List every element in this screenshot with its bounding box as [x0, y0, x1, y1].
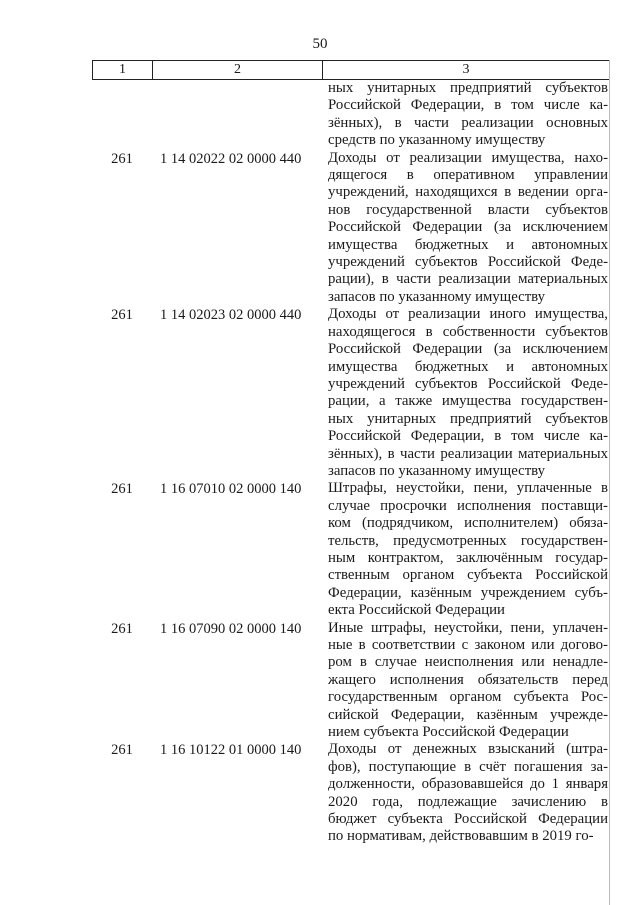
row-margin [0, 741, 92, 845]
description-line: случае просрочки исполнения поставщи- [328, 497, 608, 514]
row-description [328, 150, 608, 307]
description-line: нием субъекта Российской Федерации [328, 724, 569, 741]
row-admin-code: 261 [111, 150, 133, 167]
description-line: Доходы от денежных взысканий (штра- [328, 741, 608, 758]
description-line: государственным органом субъекта Рос- [328, 689, 608, 706]
description-line: Иные штрафы, неустойки, пени, уплачен- [328, 619, 608, 636]
description-line: учреждений, находящихся в ведении орга- [328, 184, 608, 201]
description-line: Доходы от реализации имущества, нахо- [328, 149, 608, 166]
row-admin-code: 261 [111, 307, 133, 324]
description-line: ственным органом субъекта Российской [328, 567, 608, 584]
table-header [92, 60, 610, 80]
row-admin-code: 261 [111, 481, 133, 498]
row-margin [0, 620, 92, 742]
description-line: Штрафы, неустойки, пени, уплаченные в [328, 480, 608, 497]
table-row [0, 150, 640, 307]
row-budget-code: 1 16 07010 02 0000 140 [160, 481, 302, 498]
description-line: имущества бюджетных и автономных [328, 236, 608, 253]
table-row [0, 80, 640, 150]
description-line: учреждений субъектов Российской Феде- [328, 375, 608, 392]
row-description [328, 741, 608, 845]
description-line: средств по указанному имуществу [328, 132, 546, 149]
row-margin [0, 306, 92, 480]
row-description [328, 620, 608, 742]
row-description [328, 480, 608, 619]
description-line: находящегося в собственности субъектов [328, 323, 608, 340]
description-line: Российской Федерации (за исключением [328, 341, 608, 358]
description-line: ром в случае неисполнения или ненадле- [328, 654, 608, 671]
row-budget-code: 1 14 02023 02 0000 440 [160, 307, 302, 324]
description-line: сийской Федерации, казённым учрежде- [328, 706, 608, 723]
description-line: рации), в части реализации материальных [328, 271, 608, 288]
row-budget-code: 1 14 02022 02 0000 440 [160, 150, 302, 167]
row-margin [0, 150, 92, 307]
description-line: екта Российской Федерации [328, 602, 505, 619]
description-line: учреждений субъектов Российской Феде- [328, 254, 608, 271]
description-line: запасов по указанному имуществу [328, 288, 546, 305]
description-line: имущества бюджетных и автономных [328, 358, 608, 375]
header-col-1: 1 [93, 61, 153, 79]
row-budget-code: 1 16 10122 01 0000 140 [160, 742, 302, 759]
row-budget-code [152, 80, 328, 150]
table-row [0, 480, 640, 619]
description-line: жащего исполнения обязательств перед [328, 671, 608, 688]
header-col-3: 3 [462, 62, 470, 77]
description-line: Федерации, казённым учреждением субъ- [328, 584, 608, 601]
description-line: ные в соответствии с законом или догово- [328, 637, 608, 653]
table-row [0, 741, 640, 845]
description-line: ком (подрядчиком, исполнителем) обяза- [328, 515, 608, 532]
description-line: ным контрактом, заключённым государ- [328, 549, 608, 566]
description-line: Доходы от реализации иного имущества, [328, 306, 608, 323]
table-body [0, 80, 640, 846]
description-line: дящегося в оперативном управлении [328, 167, 608, 184]
description-line: по нормативам, действовавшим в 2019 го- [328, 828, 594, 845]
description-line: тельств, предусмотренных государствен- [328, 532, 608, 549]
header-col-2: 2 [153, 61, 323, 79]
description-line: фов), поступающие в счёт погашения за- [328, 758, 608, 775]
description-line: 2020 года, подлежащие зачислению в [328, 793, 608, 810]
row-budget-code: 1 16 07090 02 0000 140 [160, 620, 302, 637]
description-line: зённых), в части реализации основных [328, 114, 608, 131]
description-line: ных унитарных предприятий субъектов [328, 410, 608, 427]
row-admin-code [92, 80, 152, 150]
page-number: 50 [312, 36, 328, 52]
row-description [328, 306, 608, 480]
row-description [328, 80, 608, 150]
row-margin [0, 480, 92, 619]
row-margin [0, 80, 92, 150]
description-line: ных унитарных предприятий субъектов [328, 80, 608, 96]
description-line: бюджет субъекта Российской Федерации [328, 811, 608, 828]
table-row [0, 306, 640, 480]
table-row [0, 620, 640, 742]
description-line: Российской Федерации, в том числе ка- [328, 428, 608, 445]
description-line: нов государственной власти субъектов [328, 201, 608, 218]
description-line: Российской Федерации (за исключением [328, 219, 608, 236]
description-line: Российской Федерации, в том числе ка- [328, 97, 608, 114]
description-line: долженности, образовавшейся до 1 января [328, 776, 608, 793]
row-admin-code: 261 [111, 620, 133, 637]
description-line: рации, а также имущества государствен- [328, 393, 608, 410]
description-line: зённых), в части реализации материальных [328, 445, 608, 462]
description-line: запасов по указанному имуществу [328, 462, 546, 479]
row-admin-code: 261 [111, 742, 133, 759]
